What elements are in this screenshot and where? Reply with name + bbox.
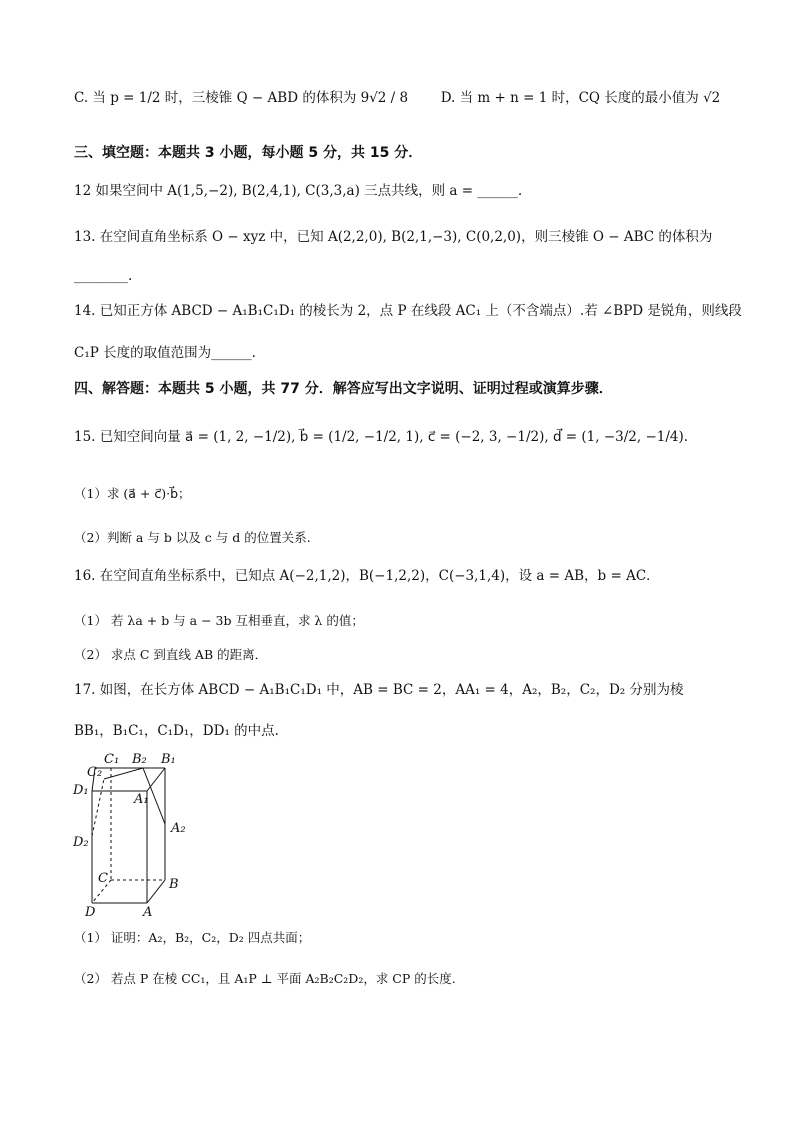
label-d2: D₂	[73, 835, 89, 850]
label-a2: A₂	[171, 821, 186, 836]
option-c: C. 当 p = 1/2 时，三棱锥 Q − ABD 的体积为 9√2 / 8	[74, 90, 409, 106]
label-a: A	[143, 905, 153, 918]
question-17-part2: （2） 若点 P 在棱 CC₁，且 A₁P ⊥ 平面 A₂B₂C₂D₂，求 CP 的长度.	[74, 971, 456, 986]
question-17-line2: BB₁，B₁C₁，C₁D₁，DD₁ 的中点.	[74, 723, 279, 739]
label-b2: B₂	[132, 752, 147, 767]
question-16: 16. 在空间直角坐标系中，已知点 A(−2,1,2)，B(−1,2,2)，C(−3,1,4)，设 a = AB，b = AC．	[74, 568, 660, 584]
question-13-line2: ________.	[74, 268, 133, 284]
question-17-line1: 17. 如图，在长方体 ABCD − A₁B₁C₁D₁ 中，AB = BC = 2，AA₁ = 4，A₂，B₂，C₂，D₂ 分别为棱	[74, 682, 684, 698]
option-c-d	[74, 88, 754, 108]
question-15-part1: （1）求 (a⃗ + c⃗)·b⃗；	[74, 486, 191, 501]
cuboid-figure	[70, 748, 200, 918]
section-3-heading: 三、填空题：本题共 3 小题，每小题 5 分，共 15 分．	[74, 145, 423, 161]
question-17-part1: （1） 证明：A₂，B₂，C₂，D₂ 四点共面；	[74, 930, 311, 945]
label-c2: C₂	[87, 765, 103, 780]
label-b1: B₁	[161, 752, 176, 767]
label-c1: C₁	[104, 752, 120, 767]
question-14-line1: 14. 已知正方体 ABCD − A₁B₁C₁D₁ 的棱长为 2，点 P 在线段 AC₁ 上（不含端点）.若 ∠BPD 是锐角，则线段	[74, 303, 742, 319]
question-15-part2: （2）判断 a 与 b 以及 c 与 d 的位置关系.	[74, 530, 311, 545]
question-16-part1: （1） 若 λa + b 与 a − 3b 互相垂直，求 λ 的值；	[74, 613, 364, 628]
section-4-heading: 四、解答题：本题共 5 小题，共 77 分．解答应写出文字说明、证明过程或演算步骤．	[74, 381, 613, 397]
label-d: D	[85, 905, 96, 918]
label-a1: A₁	[134, 792, 149, 807]
question-13-line1: 13. 在空间直角坐标系 O − xyz 中，已知 A(2,2,0), B(2,1,−3), C(0,2,0)，则三棱锥 O − ABC 的体积为	[74, 229, 713, 245]
label-c: C	[98, 871, 108, 886]
option-d: D. 当 m + n = 1 时，CQ 长度的最小值为 √2	[440, 90, 721, 106]
question-15: 15. 已知空间向量 a⃗ = (1, 2, −1/2), b⃗ = (1/2, −1/2, 1), c⃗ = (−2, 3, −1/2), d⃗ = (1, −3/2, −1/4).	[74, 429, 689, 445]
label-b: B	[169, 877, 179, 892]
question-14-line2: C₁P 长度的取值范围为______.	[74, 345, 256, 361]
question-12: 12 如果空间中 A(1,5,−2), B(2,4,1), C(3,3,a) 三点共线，则 a = ______.	[74, 183, 523, 199]
label-d1: D₁	[73, 783, 89, 798]
question-16-part2: （2） 求点 C 到直线 AB 的距离．	[74, 647, 268, 662]
